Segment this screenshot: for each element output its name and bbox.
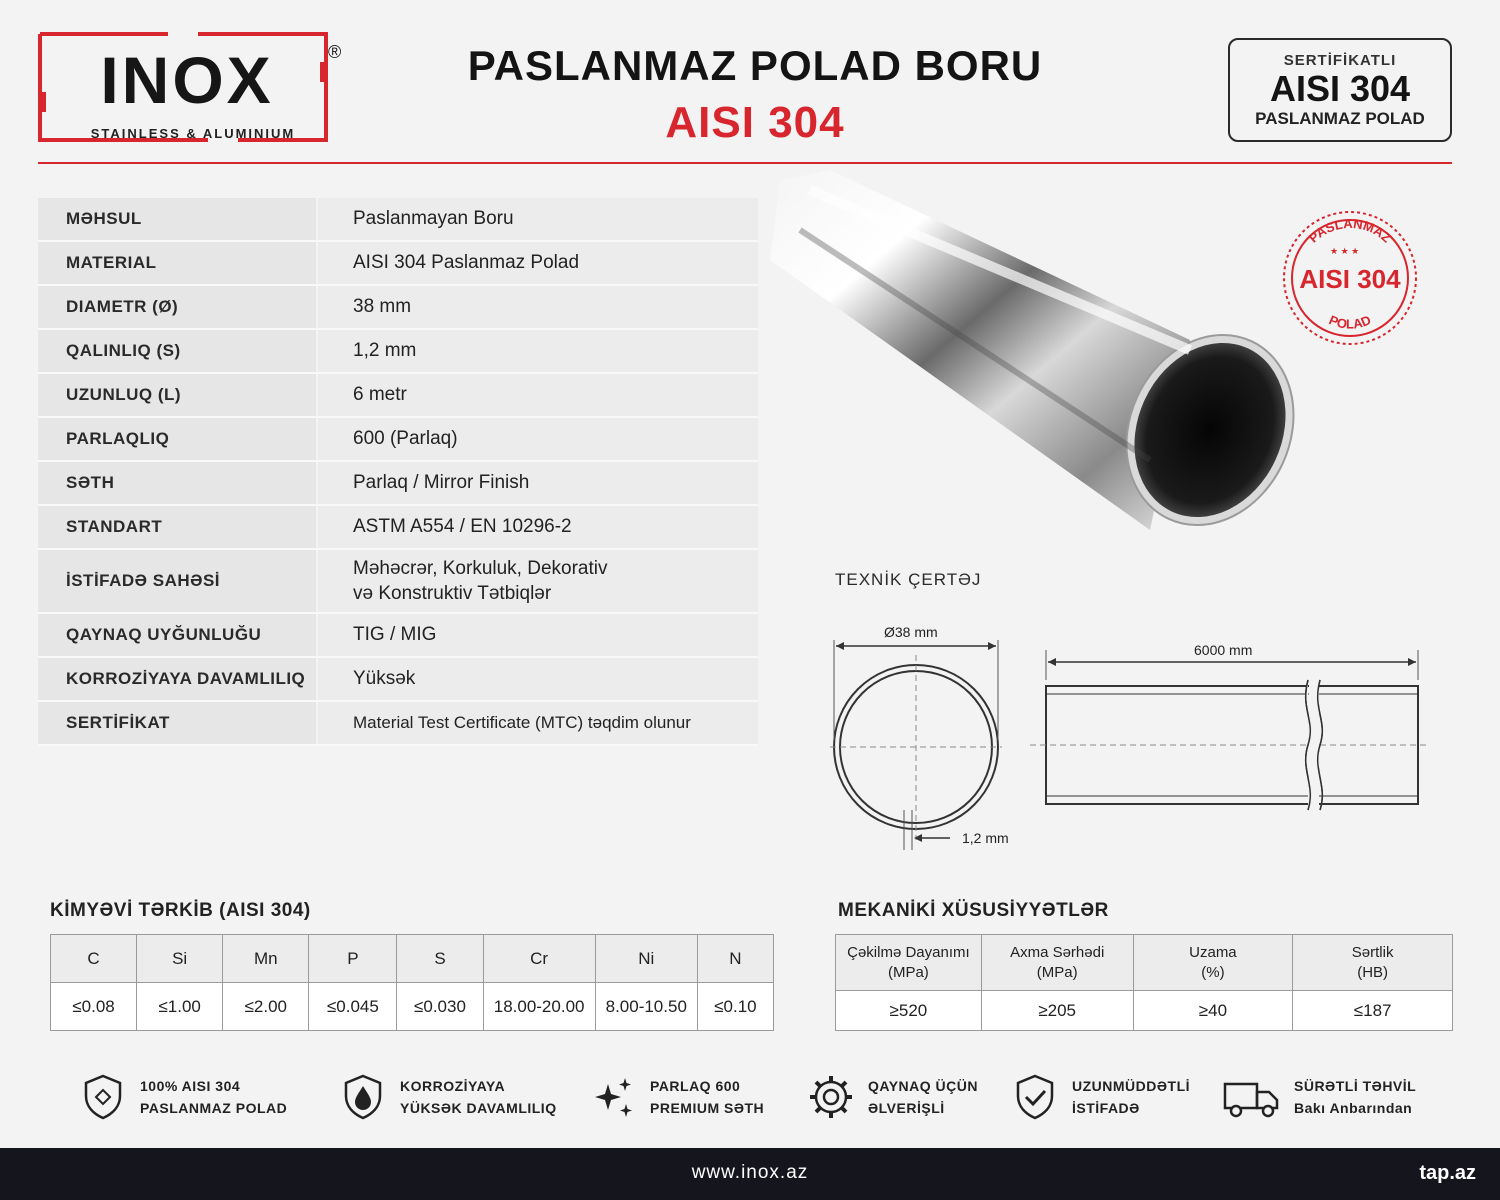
spec-value: 600 (Parlaq) [318, 418, 758, 460]
table-cell: ≤0.030 [397, 983, 483, 1031]
table-cell: ≤0.045 [309, 983, 397, 1031]
spec-value: AISI 304 Paslanmaz Polad [318, 242, 758, 284]
logo-wordmark: INOX [100, 43, 274, 117]
table-header-cell [981, 935, 1133, 991]
spec-value [318, 550, 758, 612]
feature-line-2: Bakı Anbarından [1294, 1100, 1413, 1116]
spec-row [38, 462, 758, 506]
spec-value: Paslanmayan Boru [318, 198, 758, 240]
sparkle-icon [588, 1072, 638, 1122]
footer-watermark: tap.az [1419, 1162, 1476, 1184]
spec-row [38, 286, 758, 330]
table-header-cell [1293, 935, 1453, 991]
header-line-2: (MPa) [887, 963, 929, 981]
spec-value-line-2: və Konstruktiv Tətbiqlər [353, 583, 552, 604]
feature-item [1010, 1072, 1190, 1122]
spec-key: STANDART [38, 506, 316, 548]
spec-key: QALINLIQ (S) [38, 330, 316, 372]
feature-line-1: PARLAQ 600 [650, 1078, 741, 1094]
svg-text:POLAD [1327, 312, 1373, 331]
chemical-title: KİMYƏVİ TƏRKİB (AISI 304) [50, 900, 311, 921]
spec-value-line-1: Məhəcrər, Korkuluk, Dekorativ [353, 558, 608, 579]
header-divider [38, 162, 1452, 164]
spec-key: SƏTH [38, 462, 316, 504]
feature-line-1: QAYNAQ ÜÇÜN [868, 1078, 978, 1094]
chemical-table [50, 934, 774, 1031]
feature-line-2: YÜKSƏK DAVAMLILIQ [400, 1100, 557, 1116]
spec-value: TIG / MIG [318, 614, 758, 656]
feature-line-1: SÜRƏTLİ TƏHVİL [1294, 1078, 1417, 1094]
table-header-cell [836, 935, 982, 991]
spec-row [38, 506, 758, 550]
feature-line-1: UZUNMÜDDƏTLİ [1072, 1078, 1191, 1094]
spec-key: MƏHSUL [38, 198, 316, 240]
table-cell: ≤0.10 [697, 983, 773, 1031]
table-header-cell: N [697, 935, 773, 983]
spec-row [38, 330, 758, 374]
stamp-center-text: AISI 304 [1299, 264, 1401, 294]
footer-url-link[interactable]: www.inox.az [691, 1162, 809, 1183]
spec-row [38, 614, 758, 658]
spec-row [38, 374, 758, 418]
certificate-line-3: PASLANMAZ POLAD [1255, 109, 1425, 128]
spec-row [38, 242, 758, 286]
table-header-cell: Cr [483, 935, 595, 983]
check-shield-icon [1010, 1072, 1060, 1122]
feature-line-2: PASLANMAZ POLAD [140, 1100, 288, 1116]
spec-key: PARLAQLIQ [38, 418, 316, 460]
spec-value: ASTM A554 / EN 10296-2 [318, 506, 758, 548]
spec-key: DIAMETR (Ø) [38, 286, 316, 328]
spec-table [38, 198, 758, 746]
table-header-cell: C [51, 935, 137, 983]
table-row [836, 991, 1453, 1031]
spec-key: SERTİFİKAT [38, 702, 316, 744]
spec-value: 6 metr [318, 374, 758, 416]
feature-item [78, 1072, 287, 1122]
header-line-2: (%) [1201, 963, 1225, 981]
feature-item [1222, 1072, 1416, 1122]
spec-key: İSTİFADƏ SAHƏSİ [38, 550, 316, 612]
spec-key: QAYNAQ UYĞUNLUĞU [38, 614, 316, 656]
mechanical-title: MEKANİKİ XÜSUSİYYƏTLƏR [838, 900, 1109, 921]
table-header-cell: P [309, 935, 397, 983]
feature-line-1: 100% AISI 304 [140, 1078, 241, 1094]
header-line-1: Çəkilmə Dayanımı [847, 943, 970, 961]
mechanical-table [835, 934, 1453, 1031]
page-title: PASLANMAZ POLAD BORU [467, 42, 1043, 89]
table-cell: ≤1.00 [137, 983, 223, 1031]
certificate-line-2: AISI 304 [1269, 68, 1411, 109]
spec-row [38, 658, 758, 702]
page-subtitle: AISI 304 [665, 98, 845, 147]
table-header-row [836, 935, 1453, 991]
svg-text:★ ★ ★: ★ ★ ★ [1330, 246, 1360, 256]
stamp-bottom-text: POLAD [1326, 312, 1374, 332]
table-cell: 8.00-10.50 [595, 983, 697, 1031]
spec-row [38, 198, 758, 242]
certificate-badge [1228, 38, 1452, 142]
registered-mark: ® [328, 42, 342, 62]
table-header-cell: S [397, 935, 483, 983]
header-line-1: Sərtlik [1351, 943, 1394, 961]
table-cell: ≤187 [1293, 991, 1453, 1031]
header-line-1: Uzama [1189, 943, 1237, 961]
table-header-cell: Ni [595, 935, 697, 983]
aisi-stamp [1278, 208, 1422, 353]
spec-key: MATERIAL [38, 242, 316, 284]
table-cell: ≥40 [1133, 991, 1293, 1031]
thickness-label: 1,2 mm [962, 830, 1009, 846]
gear-icon [806, 1072, 856, 1122]
shield-icon [78, 1072, 128, 1122]
table-cell: ≤2.00 [223, 983, 309, 1031]
spec-key: KORROZİYAYA DAVAMLILIQ [38, 658, 316, 700]
pipe-image [770, 170, 1310, 545]
feature-item [588, 1072, 764, 1122]
drawing-title: TEXNİK ÇERTƏJ [835, 570, 982, 589]
spec-key: UZUNLUQ (L) [38, 374, 316, 416]
spec-value: 1,2 mm [318, 330, 758, 372]
header-line-2: (HB) [1357, 963, 1389, 981]
logo-subtitle: STAINLESS & ALUMINIUM [90, 126, 296, 141]
spec-value: Yüksək [318, 658, 758, 700]
table-header-cell [1133, 935, 1293, 991]
technical-drawing [820, 610, 1440, 865]
spec-value: 38 mm [318, 286, 758, 328]
table-cell: ≥520 [836, 991, 982, 1031]
header-line-1: Axma Sərhədi [1010, 943, 1105, 961]
diameter-label: Ø38 mm [884, 624, 938, 640]
table-cell: ≤0.08 [51, 983, 137, 1031]
feature-line-1: KORROZİYAYA [400, 1078, 506, 1094]
feature-item [338, 1072, 557, 1122]
header-line-2: (MPa) [1036, 963, 1078, 981]
stamp-top-text: PASLANMAZ [1305, 215, 1395, 246]
table-header-row [51, 935, 774, 983]
spec-row [38, 702, 758, 746]
table-cell: ≥205 [981, 991, 1133, 1031]
table-row [51, 983, 774, 1031]
footer [0, 1148, 1500, 1200]
feature-item [806, 1072, 978, 1122]
table-cell: 18.00-20.00 [483, 983, 595, 1031]
spec-value: Parlaq / Mirror Finish [318, 462, 758, 504]
feature-line-2: ƏLVERİŞLİ [868, 1100, 945, 1116]
table-header-cell: Mn [223, 935, 309, 983]
spec-row [38, 550, 758, 614]
brand-logo [38, 32, 342, 142]
table-header-cell: Si [137, 935, 223, 983]
certificate-line-1: SERTİFİKATLI [1283, 52, 1397, 69]
droplet-shield-icon [338, 1072, 388, 1122]
truck-icon [1222, 1072, 1282, 1122]
length-label: 6000 mm [1194, 642, 1253, 658]
feature-line-2: PREMIUM SƏTH [650, 1100, 765, 1116]
spec-row [38, 418, 758, 462]
feature-line-2: İSTİFADƏ [1072, 1100, 1140, 1116]
spec-value: Material Test Certificate (MTC) təqdim olunur [318, 702, 758, 744]
